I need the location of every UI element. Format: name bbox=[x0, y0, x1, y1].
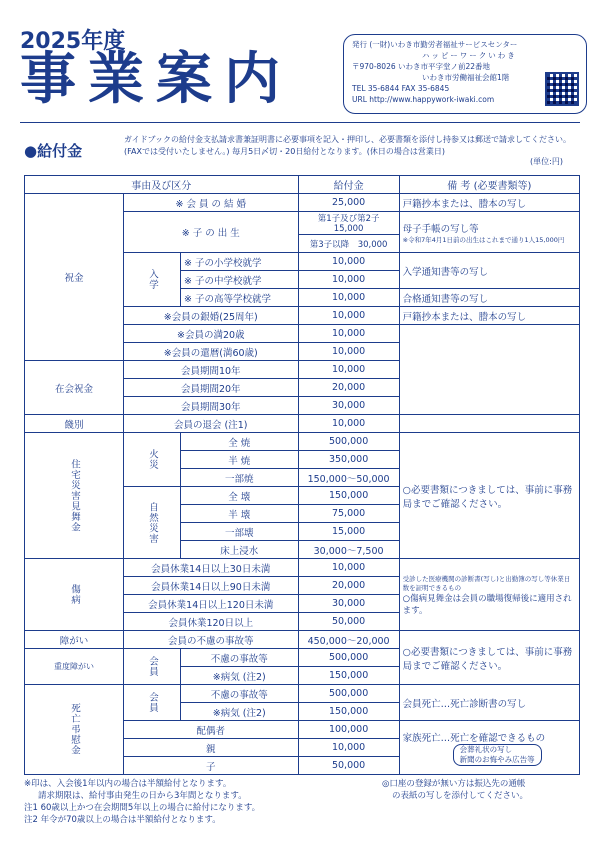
note-cell: 合格通知書等の写し bbox=[399, 289, 579, 307]
item-cell: ※ 会 員 の 結 婚 bbox=[124, 194, 299, 212]
amount-cell: 10,000 bbox=[298, 289, 399, 307]
note-bubble bbox=[403, 744, 576, 766]
item-cell: 会員休業14日以上30日未満 bbox=[124, 559, 299, 577]
amount-cell: 100,000 bbox=[298, 721, 399, 739]
note-cell: 戸籍抄本または、謄本の写し bbox=[399, 307, 579, 325]
amount-cell: 10,000 bbox=[298, 271, 399, 289]
header-cell: 備 考 (必要書類等) bbox=[399, 176, 579, 194]
item-cell: 一部壊 bbox=[181, 523, 299, 541]
item-cell: ※ 子の中学校就学 bbox=[181, 271, 299, 289]
amount-cell: 10,000 bbox=[298, 325, 399, 343]
item-cell: ※会員の銀婚(25周年) bbox=[124, 307, 299, 325]
bubble-line: 新聞のお悔やみ広告等 bbox=[459, 754, 535, 764]
amount-cell: 150,000 bbox=[298, 667, 399, 685]
sub-label: 第3子以降 bbox=[309, 239, 350, 250]
item-cell: 不慮の事故等 bbox=[181, 649, 299, 667]
item-cell: ※病気 (注2) bbox=[181, 667, 299, 685]
unit-label: (単位:円) bbox=[530, 157, 563, 166]
publisher-line: 発行 (一財)いわき市勤労者福祉サービスセンター bbox=[352, 40, 518, 49]
category-cell: 在会祝金 bbox=[25, 361, 124, 415]
footer-line: 注2 年令が70歳以上の場合は半額給付となります。 bbox=[24, 815, 221, 825]
item-cell: 全 壊 bbox=[181, 487, 299, 505]
header-cell: 事由及び区分 bbox=[25, 176, 299, 194]
note-cell bbox=[399, 559, 579, 631]
amount-cell: 10,000 bbox=[298, 415, 399, 433]
amount-cell bbox=[298, 235, 399, 253]
category-cell: 重度障がい bbox=[25, 649, 124, 685]
item-cell: ※病気 (注2) bbox=[181, 703, 299, 721]
amount-cell: 500,000 bbox=[298, 433, 399, 451]
item-cell: ※会員の還暦(満60歳) bbox=[124, 343, 299, 361]
note-cell: 入学通知書等の写し bbox=[399, 253, 579, 289]
item-cell: 子 bbox=[124, 757, 299, 775]
note-text: 母子手帳の写し等 bbox=[402, 223, 479, 235]
amount-cell: 15,000 bbox=[298, 523, 399, 541]
item-cell: 会員休業14日以上90日未満 bbox=[124, 577, 299, 595]
item-cell: 親 bbox=[124, 739, 299, 757]
section-title: ●給付金 bbox=[24, 142, 83, 160]
footer-line: の表紙の写しを添付してください。 bbox=[392, 791, 529, 801]
qr-code-icon[interactable] bbox=[545, 72, 579, 106]
item-cell: 半 壊 bbox=[181, 505, 299, 523]
item-cell: 会員の不慮の事故等 bbox=[124, 631, 299, 649]
amount-cell: 150,000 bbox=[298, 487, 399, 505]
category-cell: 死亡弔慰金 bbox=[25, 685, 124, 775]
note-cell: ○必要書類につきましては、事前に事務局までご確認ください。 bbox=[399, 631, 579, 685]
bubble-text bbox=[453, 744, 542, 766]
sub-category-cell: 自然災害 bbox=[124, 487, 181, 559]
amount-cell: 30,000 bbox=[298, 595, 399, 613]
sub-category-cell: 火災 bbox=[124, 433, 181, 487]
item-cell: 半 焼 bbox=[181, 451, 299, 469]
benefit-table bbox=[24, 175, 580, 775]
category-cell: 住宅災害見舞金 bbox=[25, 433, 124, 559]
amount-cell: 10,000 bbox=[298, 253, 399, 271]
note-cell bbox=[399, 415, 579, 433]
amount-cell: 20,000 bbox=[298, 577, 399, 595]
header-cell: 給付金 bbox=[298, 176, 399, 194]
note-cell bbox=[399, 721, 579, 775]
footer-line: ※印は、入会後1年以内の場合は半額給付となります。 bbox=[24, 779, 232, 789]
page-title: 事業案内 bbox=[20, 47, 292, 112]
note-small: 受診した医療機関の診断書(写し)と出勤簿の写し等休業日数を証明できるもの bbox=[402, 574, 571, 592]
note-cell bbox=[399, 212, 579, 253]
amount-cell: 25,000 bbox=[298, 194, 399, 212]
amount-cell: 50,000 bbox=[298, 757, 399, 775]
footer-line: 請求期限は、給付事由発生の日から3年間となります。 bbox=[38, 791, 247, 801]
item-cell: 会員期間10年 bbox=[124, 361, 299, 379]
divider bbox=[20, 122, 580, 123]
note-text: ○傷病見舞金は会員の職場復帰後に適用されます。 bbox=[402, 593, 572, 616]
amount-cell: 50,000 bbox=[298, 613, 399, 631]
amount-cell: 500,000 bbox=[298, 649, 399, 667]
amount-cell: 75,000 bbox=[298, 505, 399, 523]
item-cell: ※ 子の小学校就学 bbox=[181, 253, 299, 271]
category-cell: 祝金 bbox=[25, 194, 124, 361]
sub-category-cell: 会員 bbox=[124, 649, 181, 685]
footer-line: ◎口座の登録が無い方は振込先の通帳 bbox=[382, 779, 526, 789]
table-header-row bbox=[25, 176, 580, 194]
amount-cell: 500,000 bbox=[298, 685, 399, 703]
item-cell: 会員の退会 (注1) bbox=[124, 415, 299, 433]
category-cell: 障がい bbox=[25, 631, 124, 649]
amount-cell: 10,000 bbox=[298, 559, 399, 577]
note-cell: 戸籍抄本または、謄本の写し bbox=[399, 194, 579, 212]
sub-label: 第1子及び第2子 bbox=[317, 214, 380, 224]
amount-cell: 10,000 bbox=[298, 307, 399, 325]
item-cell: 床上浸水 bbox=[181, 541, 299, 559]
sub-category-cell: 会員 bbox=[124, 685, 181, 721]
category-cell: 傷病 bbox=[25, 559, 124, 631]
amount-cell: 10,000 bbox=[298, 739, 399, 757]
bubble-line: 会葬礼状の写し bbox=[459, 744, 513, 754]
footer-line: 注1 60歳以上かつ在会期間5年以上の場合に給付になります。 bbox=[24, 803, 261, 813]
item-cell: 会員休業14日以上120日未満 bbox=[124, 595, 299, 613]
category-cell: 餞別 bbox=[25, 415, 124, 433]
amount-cell: 30,000～7,500 bbox=[298, 541, 399, 559]
item-cell: 配偶者 bbox=[124, 721, 299, 739]
note-cell bbox=[399, 325, 579, 415]
amount-cell: 10,000 bbox=[298, 361, 399, 379]
amount-cell: 20,000 bbox=[298, 379, 399, 397]
amount-cell bbox=[298, 212, 399, 235]
note-cell: ○必要書類につきましては、事前に事務局までご確認ください。 bbox=[399, 433, 579, 559]
item-cell: 会員期間30年 bbox=[124, 397, 299, 415]
note-cell: 会員死亡…死亡診断書の写し bbox=[399, 685, 579, 721]
item-cell: 会員期間20年 bbox=[124, 379, 299, 397]
publisher-address: 〒970-8026 いわき市平字堂ノ前22番地 bbox=[352, 62, 491, 71]
footer-notes bbox=[24, 778, 260, 826]
amount-value: 15,000 bbox=[333, 224, 364, 234]
item-cell: 会員休業120日以上 bbox=[124, 613, 299, 631]
sub-category-cell: 入学 bbox=[124, 253, 181, 307]
amount-cell: 30,000 bbox=[298, 397, 399, 415]
item-cell: ※会員の満20歳 bbox=[124, 325, 299, 343]
publisher-address2: いわき市労働福祉会館1階 bbox=[422, 73, 510, 82]
amount-cell: 350,000 bbox=[298, 451, 399, 469]
year-label: 2025年度 bbox=[20, 29, 126, 54]
item-cell: 不慮の事故等 bbox=[181, 685, 299, 703]
amount-cell: 150,000 bbox=[298, 703, 399, 721]
note-text: 家族死亡…死亡を確認できるもの bbox=[402, 732, 546, 744]
publisher-url: URL http://www.happywork-iwaki.com bbox=[352, 95, 495, 104]
amount-cell: 150,000～50,000 bbox=[298, 469, 399, 487]
section-intro: ガイドブックの給付金支払請求書兼証明書に必要事項を記入・押印し、必要書類を添付し持参又は郵送で請求してください。(FAXでは受付いたしません。) 毎月5日〆切・20日給付となります。(休日の場合は営業日) bbox=[124, 135, 571, 156]
publisher-tel: TEL 35-6844 FAX 35-6845 bbox=[352, 84, 450, 93]
amount-cell: 450,000～20,000 bbox=[298, 631, 399, 649]
amount-cell: 10,000 bbox=[298, 343, 399, 361]
item-cell: 一部焼 bbox=[181, 469, 299, 487]
note-small: ※令和7年4月1日前の出生はこれまで通り1人15,000円 bbox=[402, 235, 565, 244]
item-cell: ※ 子の高等学校就学 bbox=[181, 289, 299, 307]
amount-value: 30,000 bbox=[357, 239, 388, 250]
item-cell: 全 焼 bbox=[181, 433, 299, 451]
publisher-name: ハッピーワークいわき bbox=[422, 51, 517, 60]
item-cell: ※ 子 の 出 生 bbox=[124, 212, 299, 253]
footer-account-note bbox=[382, 778, 582, 802]
